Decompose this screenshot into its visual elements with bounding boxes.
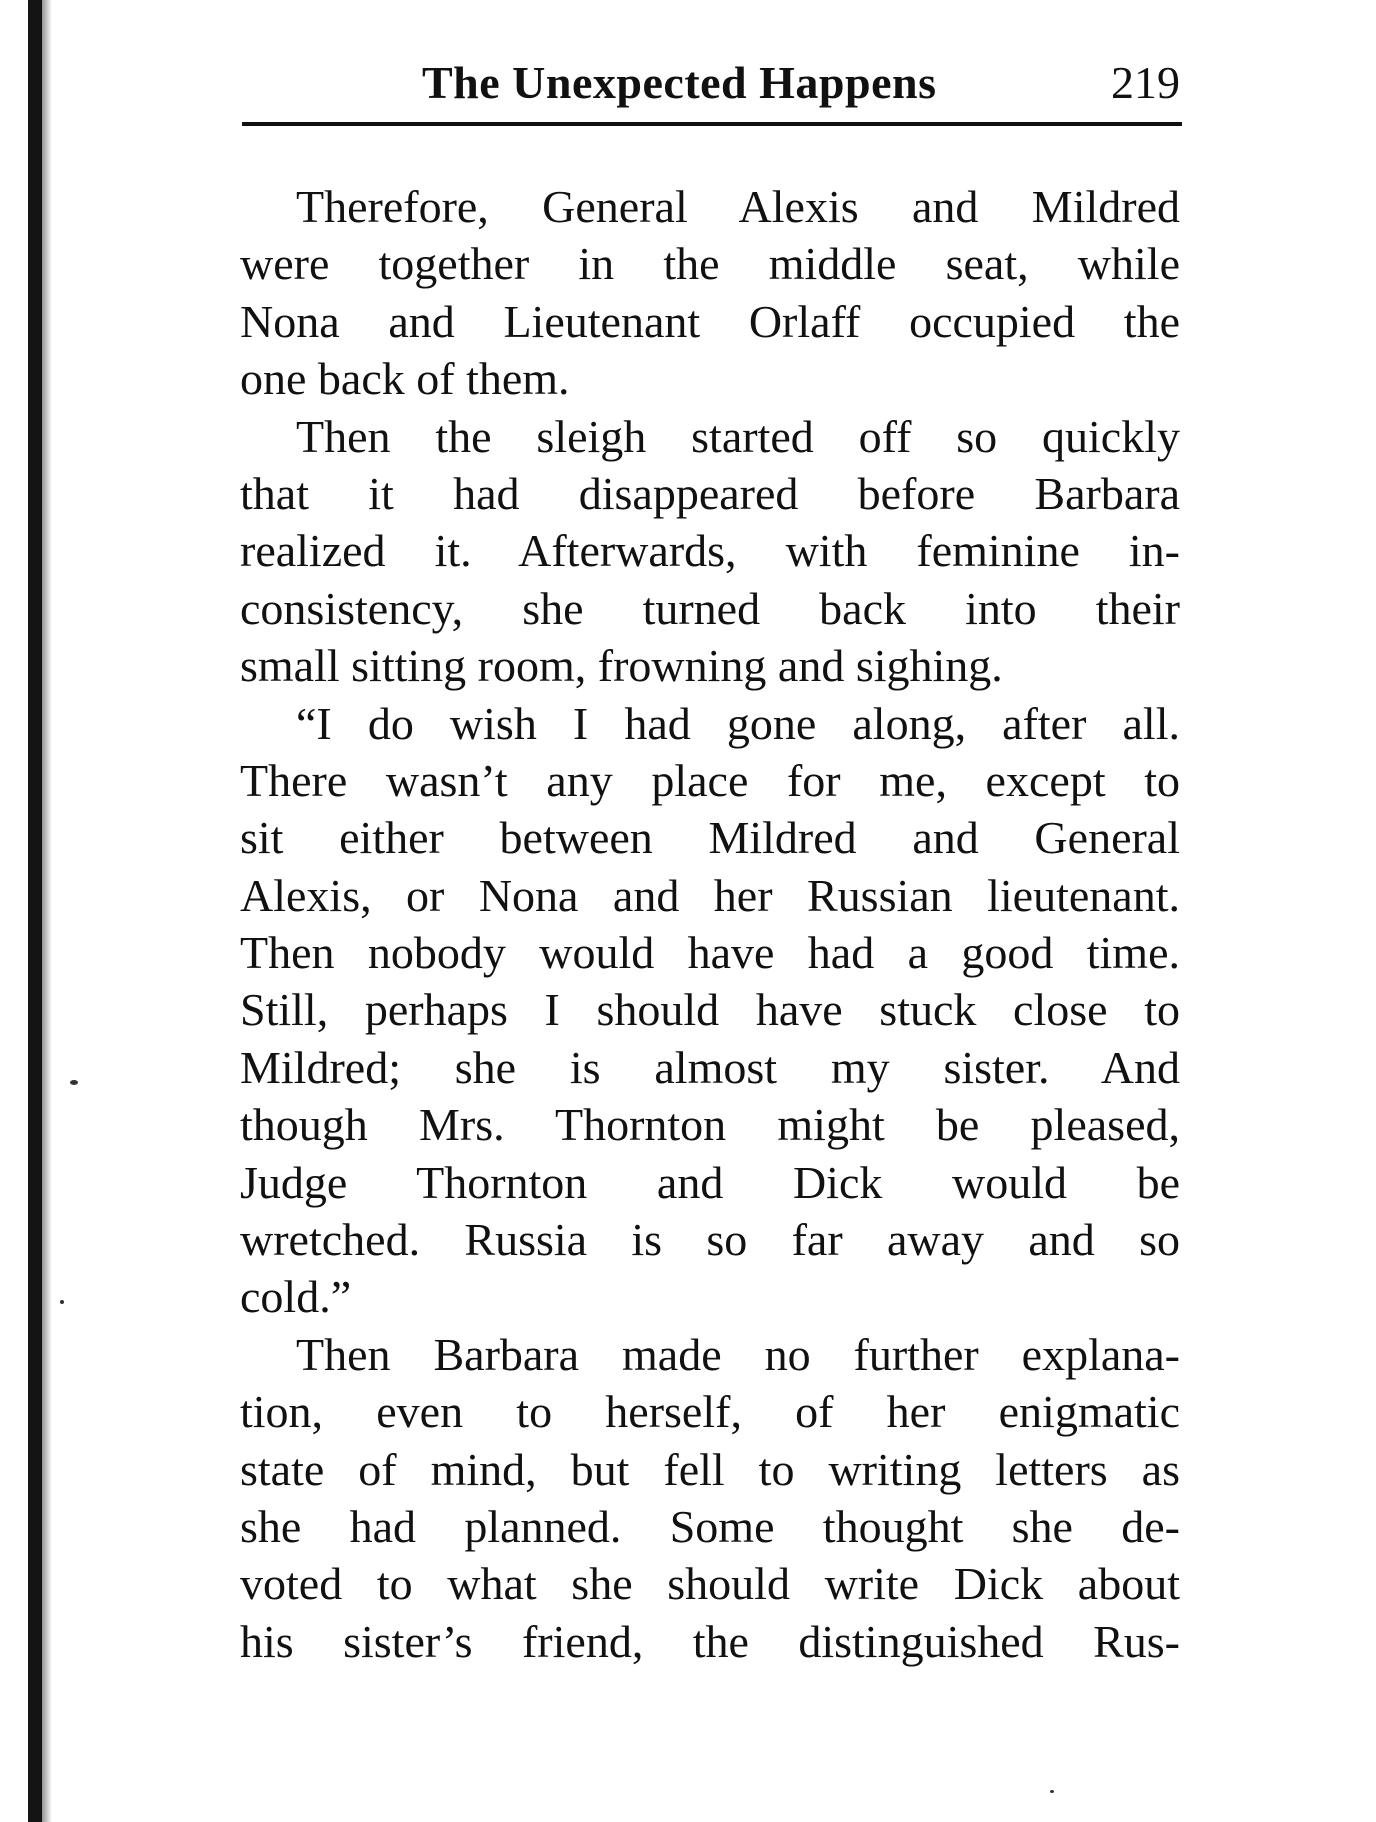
- text-line: realized it. Afterwards, with feminine in-: [240, 525, 1180, 577]
- header-rule: [242, 122, 1182, 126]
- chapter-title: The Unexpected Happens: [422, 57, 937, 108]
- text-line: Then the sleigh started off so quickly: [296, 410, 1180, 462]
- text-line: tion, even to herself, of her enigmatic: [240, 1386, 1180, 1438]
- text-line: sit either between Mildred and General: [240, 812, 1180, 864]
- body-text: [240, 178, 1180, 1670]
- text-line: Nona and Lieutenant Orlaff occupied the: [240, 295, 1180, 347]
- text-line: that it had disappeared before Barbara: [240, 467, 1180, 519]
- page-number: 219: [1111, 57, 1180, 108]
- text-line: she had planned. Some thought she de-: [240, 1500, 1180, 1552]
- text-line: “I do wish I had gone along, after all.: [296, 697, 1180, 749]
- text-line: There wasn’t any place for me, except to: [240, 754, 1180, 806]
- text-line: state of mind, but fell to writing letters as: [240, 1443, 1180, 1495]
- text-line: voted to what she should write Dick about: [240, 1558, 1180, 1610]
- scan-speck: [1050, 1790, 1054, 1793]
- text-line: Judge Thornton and Dick would be: [240, 1156, 1180, 1208]
- text-line: one back of them.: [240, 353, 570, 405]
- text-line: consistency, she turned back into their: [240, 582, 1180, 634]
- text-line: Therefore, General Alexis and Mildred: [296, 181, 1180, 232]
- page-binding-edge: [28, 0, 42, 1822]
- text-line: Then Barbara made no further explana-: [296, 1328, 1180, 1380]
- running-head: [240, 56, 1180, 126]
- text-line: wretched. Russia is so far away and so: [240, 1214, 1180, 1266]
- text-line: Then nobody would have had a good time.: [240, 927, 1180, 979]
- text-line: Alexis, or Nona and her Russian lieutenant.: [240, 869, 1180, 921]
- text-line: cold.”: [240, 1271, 352, 1323]
- text-line: Still, perhaps I should have stuck close to: [240, 984, 1180, 1036]
- binding-shadow: [42, 0, 52, 1822]
- scan-speck: [60, 1300, 64, 1304]
- text-line: Mildred; she is almost my sister. And: [240, 1041, 1180, 1093]
- text-line: his sister’s friend, the distinguished Rus-: [240, 1615, 1180, 1667]
- text-line: though Mrs. Thornton might be pleased,: [240, 1099, 1180, 1151]
- text-line: were together in the middle seat, while: [240, 238, 1180, 290]
- text-line: small sitting room, frowning and sighing.: [240, 640, 1003, 692]
- scan-speck: [70, 1080, 78, 1085]
